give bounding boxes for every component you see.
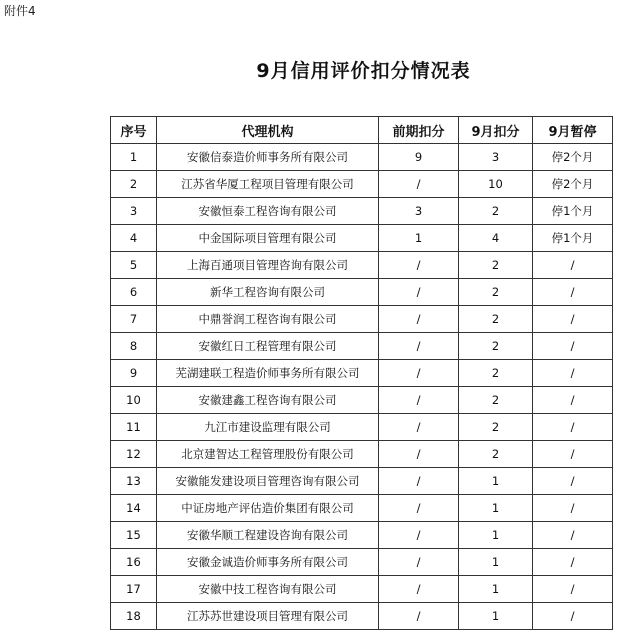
cell-serial: 3 [111,198,157,225]
cell-agency: 中证房地产评估造价集团有限公司 [157,495,379,522]
header-serial: 序号 [111,117,157,144]
cell-previous-deduction: / [379,279,459,306]
cell-september-suspension: / [533,252,613,279]
table-row [111,225,613,252]
cell-agency: 北京建智达工程管理股份有限公司 [157,441,379,468]
cell-previous-deduction: / [379,306,459,333]
table-row [111,333,613,360]
cell-agency: 安徽华顺工程建设咨询有限公司 [157,522,379,549]
cell-september-suspension: / [533,441,613,468]
cell-agency: 安徽中技工程咨询有限公司 [157,576,379,603]
cell-serial: 14 [111,495,157,522]
cell-previous-deduction: / [379,360,459,387]
header-previous-deduction: 前期扣分 [379,117,459,144]
cell-september-suspension: / [533,603,613,630]
cell-september-suspension: / [533,387,613,414]
cell-agency: 江苏苏世建设项目管理有限公司 [157,603,379,630]
cell-september-deduction: 1 [459,549,533,576]
header-september-deduction: 9月扣分 [459,117,533,144]
cell-previous-deduction: 3 [379,198,459,225]
cell-agency: 中金国际项目管理有限公司 [157,225,379,252]
cell-serial: 17 [111,576,157,603]
table-row [111,576,613,603]
cell-previous-deduction: / [379,522,459,549]
cell-september-deduction: 1 [459,468,533,495]
cell-september-suspension: 停2个月 [533,171,613,198]
cell-serial: 12 [111,441,157,468]
deduction-table [110,116,613,630]
cell-september-suspension: 停1个月 [533,198,613,225]
cell-previous-deduction: / [379,414,459,441]
table-row [111,252,613,279]
cell-september-deduction: 4 [459,225,533,252]
cell-previous-deduction: / [379,252,459,279]
cell-previous-deduction: / [379,576,459,603]
table-header-row [111,117,613,144]
cell-september-deduction: 2 [459,333,533,360]
cell-september-suspension: / [533,495,613,522]
cell-serial: 2 [111,171,157,198]
table-row [111,198,613,225]
cell-agency: 九江市建设监理有限公司 [157,414,379,441]
table-row [111,414,613,441]
cell-september-deduction: 2 [459,279,533,306]
cell-september-deduction: 1 [459,522,533,549]
cell-september-suspension: / [533,468,613,495]
table-row [111,279,613,306]
table-row [111,441,613,468]
cell-september-suspension: / [533,306,613,333]
cell-agency: 江苏省华厦工程项目管理有限公司 [157,171,379,198]
cell-serial: 4 [111,225,157,252]
cell-serial: 9 [111,360,157,387]
cell-september-suspension: 停1个月 [533,225,613,252]
cell-september-deduction: 1 [459,603,533,630]
cell-serial: 11 [111,414,157,441]
cell-agency: 芜湖建联工程造价师事务所有限公司 [157,360,379,387]
cell-september-deduction: 2 [459,306,533,333]
table-row [111,360,613,387]
cell-serial: 6 [111,279,157,306]
cell-september-suspension: 停2个月 [533,144,613,171]
cell-agency: 安徽信泰造价师事务所有限公司 [157,144,379,171]
table-row [111,522,613,549]
attachment-label: 附件4 [4,4,36,18]
cell-september-deduction: 2 [459,441,533,468]
cell-september-deduction: 2 [459,252,533,279]
cell-serial: 15 [111,522,157,549]
cell-previous-deduction: / [379,495,459,522]
cell-previous-deduction: / [379,603,459,630]
cell-september-suspension: / [533,360,613,387]
cell-september-suspension: / [533,549,613,576]
cell-september-suspension: / [533,279,613,306]
cell-previous-deduction: / [379,171,459,198]
page-title: 9月信用评价扣分情况表 [256,60,471,82]
cell-agency: 安徽红日工程管理有限公司 [157,333,379,360]
table-row [111,171,613,198]
cell-previous-deduction: / [379,387,459,414]
cell-previous-deduction: / [379,441,459,468]
cell-agency: 新华工程咨询有限公司 [157,279,379,306]
cell-agency: 安徽恒泰工程咨询有限公司 [157,198,379,225]
cell-september-deduction: 2 [459,414,533,441]
table-row [111,468,613,495]
table-row [111,495,613,522]
cell-agency: 安徽建鑫工程咨询有限公司 [157,387,379,414]
cell-agency: 上海百通项目管理咨询有限公司 [157,252,379,279]
table-row [111,387,613,414]
cell-serial: 8 [111,333,157,360]
cell-september-deduction: 10 [459,171,533,198]
table-body [111,144,613,630]
cell-september-deduction: 1 [459,495,533,522]
header-agency: 代理机构 [157,117,379,144]
cell-previous-deduction: / [379,333,459,360]
cell-serial: 1 [111,144,157,171]
cell-agency: 中鼎誉润工程咨询有限公司 [157,306,379,333]
cell-previous-deduction: 9 [379,144,459,171]
cell-september-suspension: / [533,576,613,603]
table-row [111,306,613,333]
cell-september-suspension: / [533,414,613,441]
header-september-suspension: 9月暂停 [533,117,613,144]
table-row [111,603,613,630]
cell-september-deduction: 2 [459,360,533,387]
cell-september-deduction: 3 [459,144,533,171]
table-row [111,549,613,576]
table-row [111,144,613,171]
cell-serial: 10 [111,387,157,414]
cell-september-deduction: 2 [459,387,533,414]
cell-previous-deduction: / [379,468,459,495]
cell-previous-deduction: 1 [379,225,459,252]
cell-agency: 安徽金诚造价师事务所有限公司 [157,549,379,576]
cell-serial: 7 [111,306,157,333]
cell-september-deduction: 1 [459,576,533,603]
cell-september-suspension: / [533,333,613,360]
cell-serial: 16 [111,549,157,576]
cell-serial: 18 [111,603,157,630]
cell-september-suspension: / [533,522,613,549]
cell-serial: 5 [111,252,157,279]
cell-previous-deduction: / [379,549,459,576]
cell-agency: 安徽能发建设项目管理咨询有限公司 [157,468,379,495]
cell-september-deduction: 2 [459,198,533,225]
cell-serial: 13 [111,468,157,495]
